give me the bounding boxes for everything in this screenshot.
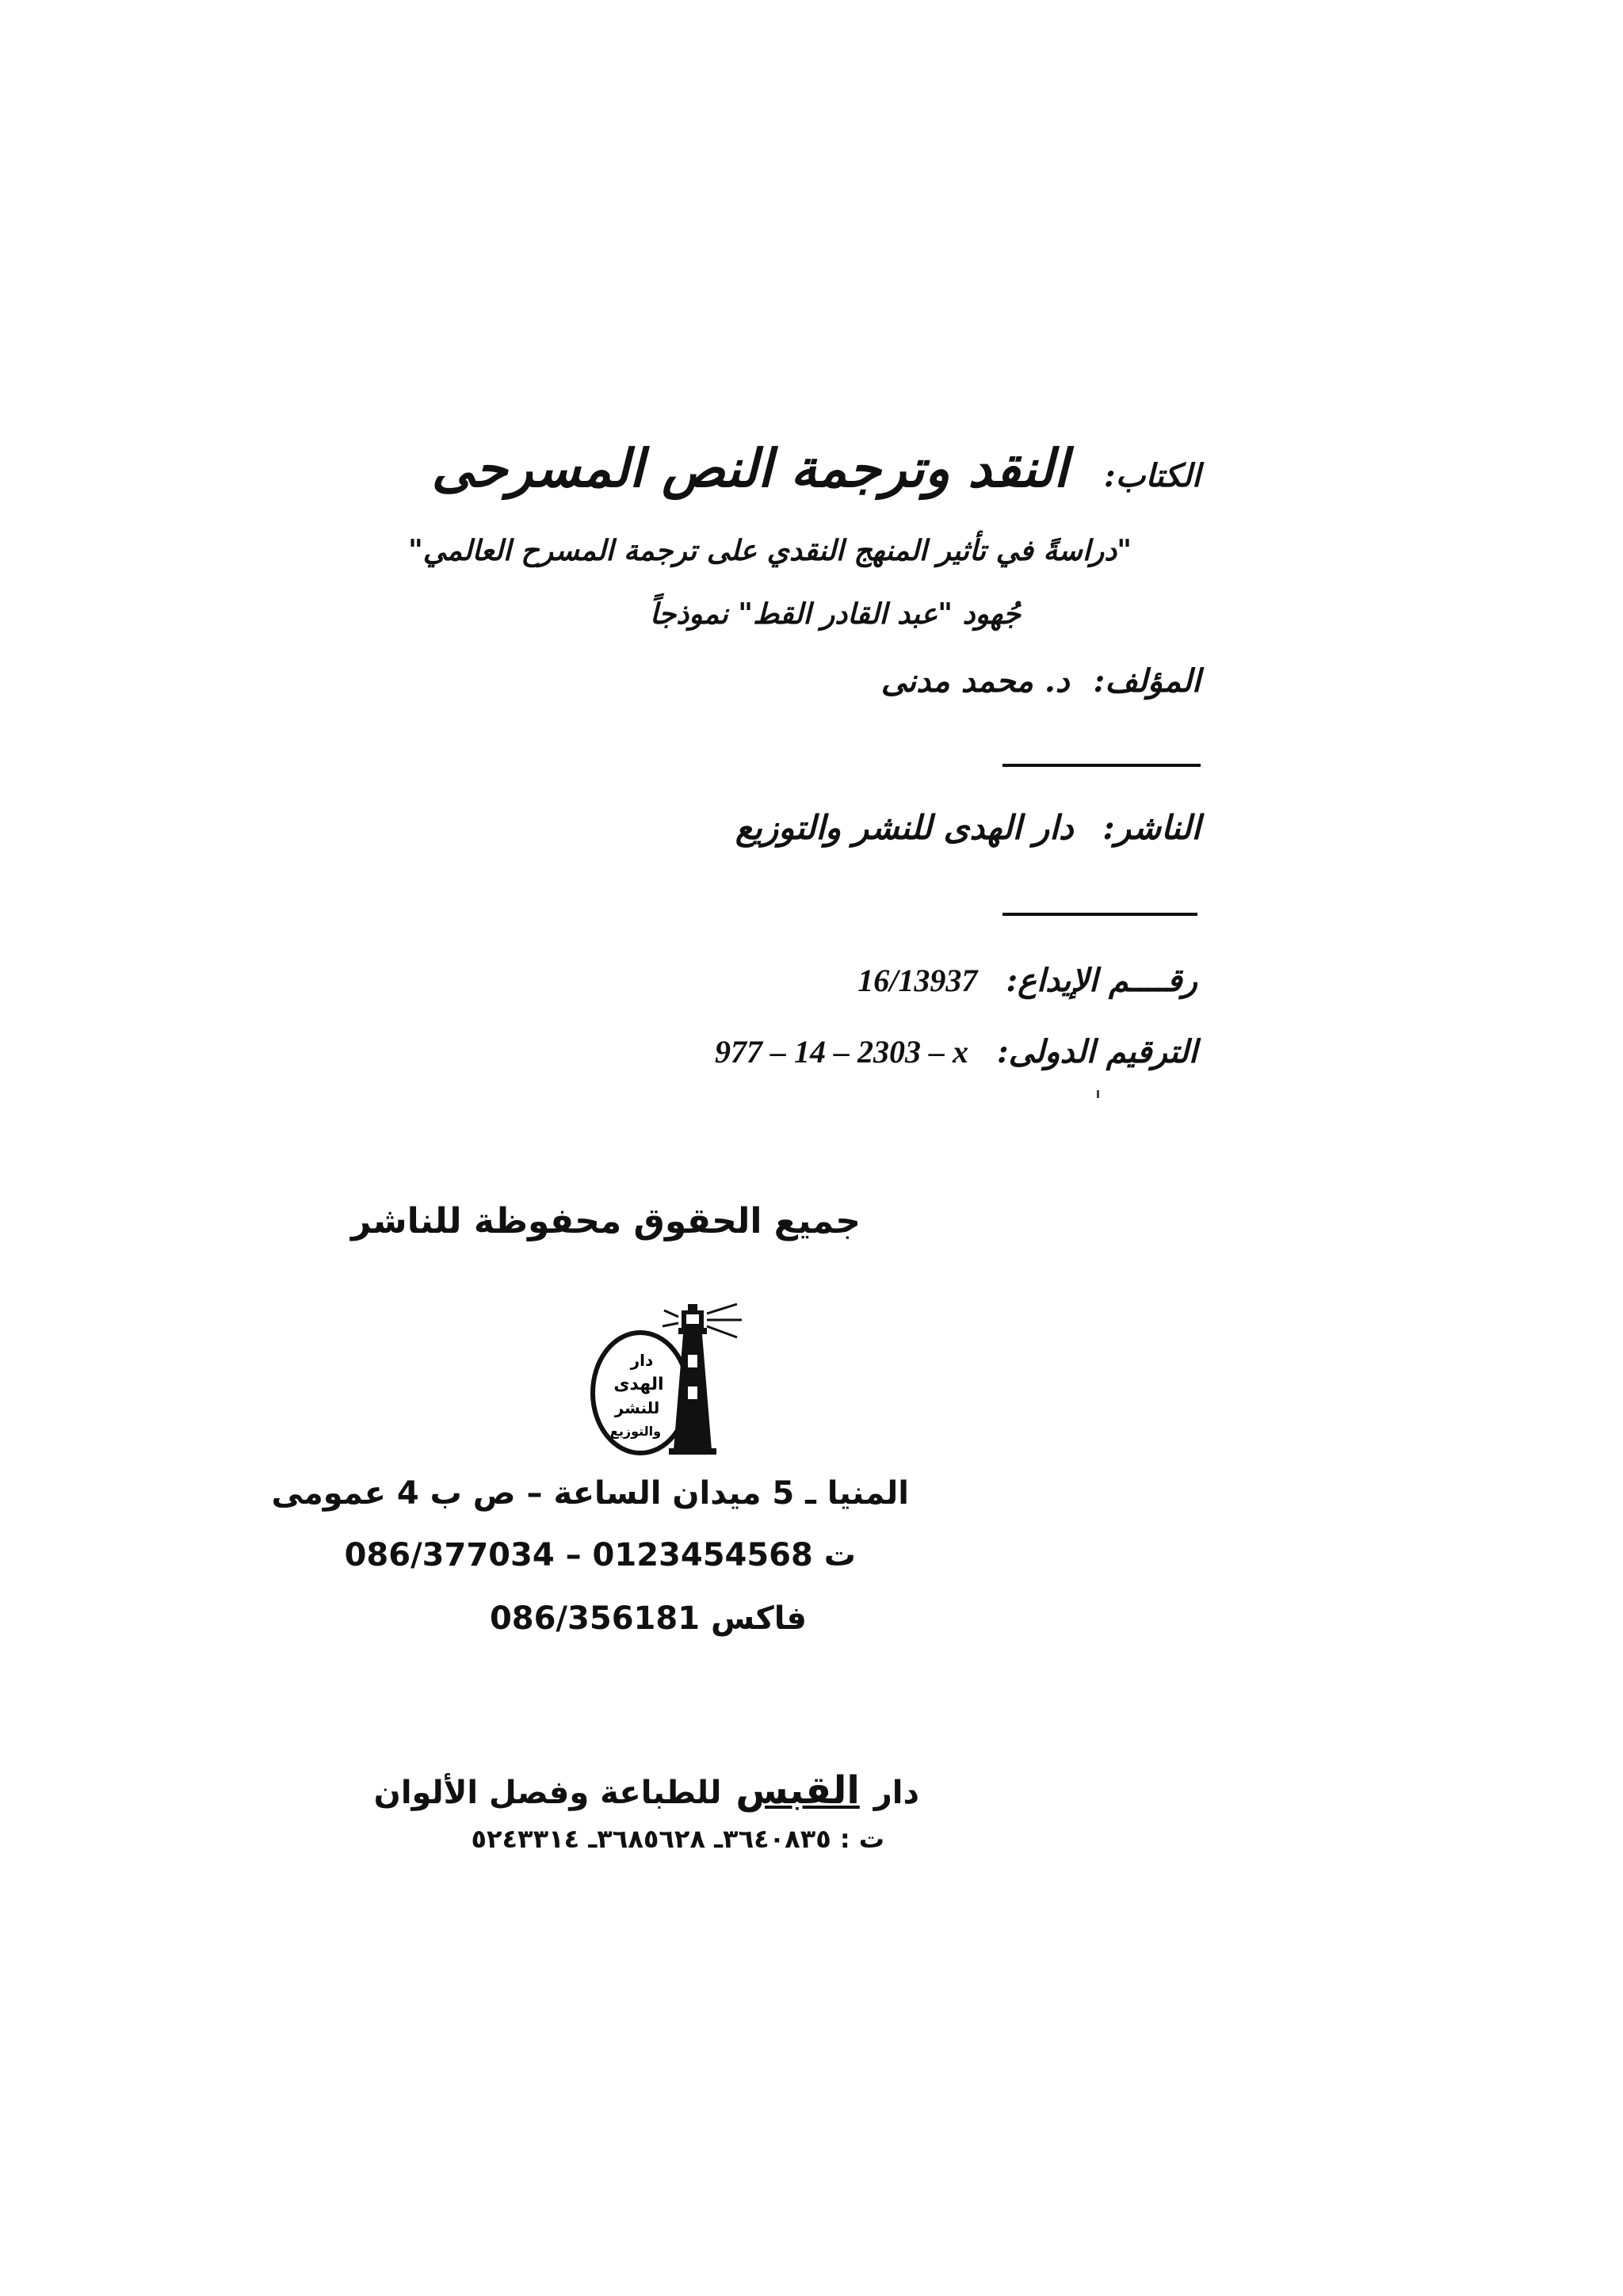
author-label: المؤلف: bbox=[1093, 662, 1201, 700]
book-title: النقد وترجمة النص المسرحى bbox=[431, 437, 1068, 499]
rights-reserved: جميع الحقوق محفوظة للناشر bbox=[350, 1201, 861, 1241]
divider-1 bbox=[1002, 764, 1201, 767]
printer-prefix: دار bbox=[873, 1775, 919, 1811]
phone-label: ت bbox=[823, 1537, 856, 1573]
author-name: د. محمد مدنى bbox=[880, 662, 1070, 700]
logo-text-2: الهدى bbox=[613, 1375, 664, 1394]
publisher-logo bbox=[586, 1299, 758, 1463]
publisher-address: المنيا ـ 5 ميدان الساعة – ص ب 4 عمومى bbox=[271, 1475, 909, 1512]
deposit-number-line bbox=[857, 962, 1197, 999]
book-label: الكتاب: bbox=[1103, 457, 1201, 494]
publisher-phone-line bbox=[345, 1537, 856, 1573]
publisher-fax-line bbox=[490, 1600, 807, 1637]
publisher-label: الناشر: bbox=[1102, 808, 1201, 847]
book-subtitle: "دراسةً في تأثير المنهج النقدي على ترجمة المسرح العالمي" bbox=[408, 534, 1132, 567]
logo-text-3: للنشر bbox=[614, 1398, 660, 1417]
logo-text-1: دار bbox=[630, 1351, 654, 1370]
deposit-label: رقــــم الإيداع: bbox=[1006, 962, 1197, 999]
deposit-number: 16/13937 bbox=[857, 963, 978, 998]
isbn-line bbox=[715, 1033, 1197, 1070]
book-title-line bbox=[432, 437, 1201, 499]
logo-text-4: والتوزيع bbox=[609, 1424, 662, 1439]
fax-number: 086/356181 bbox=[489, 1600, 701, 1637]
phone-numbers: 086/377034 – 0123454568 bbox=[344, 1537, 813, 1573]
printer-suffix: للطباعة وفصل الألوان bbox=[373, 1775, 722, 1811]
author-line bbox=[881, 662, 1201, 700]
isbn-number: 977 – 14 – 2303 – x bbox=[714, 1034, 968, 1070]
printer-line bbox=[374, 1768, 919, 1813]
scan-mark bbox=[1097, 1090, 1099, 1098]
isbn-label: الترقيم الدولى: bbox=[996, 1033, 1197, 1070]
fax-label: فاكس bbox=[710, 1600, 807, 1637]
book-subtitle-2: جُهود "عبد القادر القط" نموذجاً bbox=[650, 597, 1021, 631]
printer-brand: القبس bbox=[735, 1768, 860, 1813]
divider-2 bbox=[1002, 913, 1197, 916]
printer-phone: ت : ٣٦٤٠٨٣٥ـ ٣٦٨٥٦٢٨ـ ٥٢٤٣٣١٤ bbox=[471, 1824, 884, 1854]
publisher-name: دار الهدى للنشر والتوزيع bbox=[735, 808, 1074, 847]
publisher-line bbox=[735, 808, 1201, 847]
